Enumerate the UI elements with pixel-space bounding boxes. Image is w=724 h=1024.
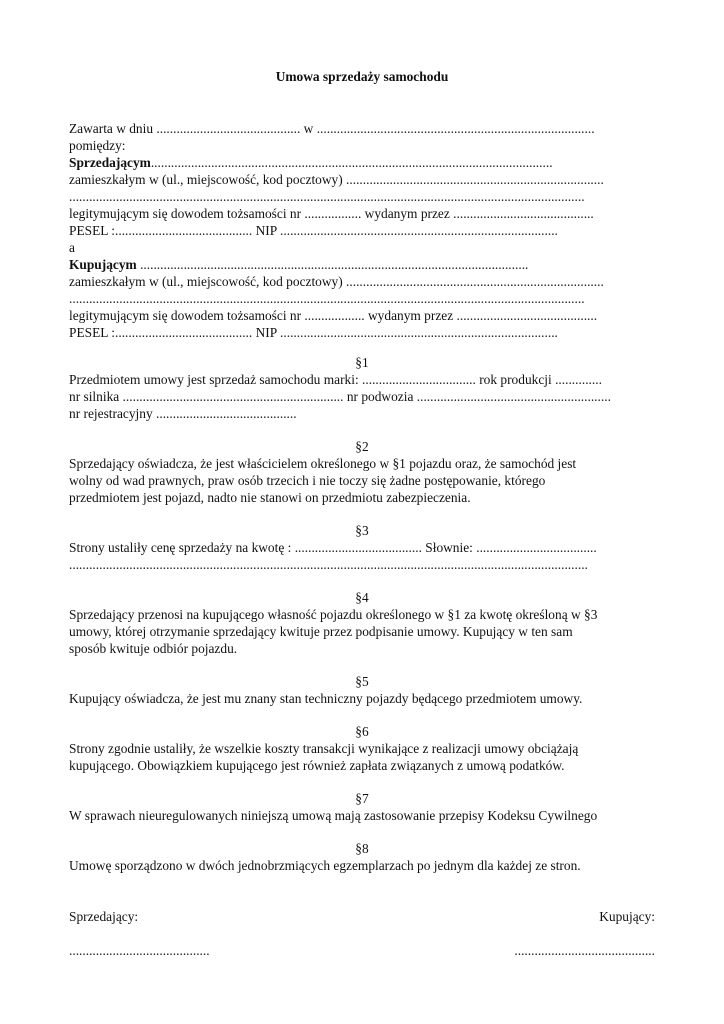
buyer-signature-label: Kupujący: [599, 909, 655, 924]
section-line: ........................................................................................................................................................... [69, 557, 588, 572]
section-line: sposób kwituje odbiór pojazdu. [69, 641, 238, 656]
buyer-name-field: .................................................................................................................... [136, 257, 529, 272]
section-line: wolny od wad prawnych, praw osób trzecich i nie toczy się żadne postępowanie, którego [69, 473, 546, 488]
section-line: Strony zgodnie ustaliły, że wszelkie koszty transakcji wynikające z realizacji umowy obciążają [69, 741, 579, 756]
section-heading: §3 [355, 523, 369, 538]
section-line: przedmiotem jest pojazd, nadto nie stanowi on przedmiotu zabezpieczenia. [69, 490, 471, 505]
buyer-label-line [69, 256, 655, 273]
seller-signature-line: .......................................... [69, 943, 210, 958]
section-2 [69, 438, 655, 506]
seller-label-line [69, 154, 655, 171]
section-7 [69, 790, 655, 824]
conjunction: a [69, 240, 75, 255]
intro-between-line: pomiędzy: [69, 138, 126, 153]
section-line: Przedmiotem umowy jest sprzedaż samochodu marki: .................................. rok produkcji .............. [69, 372, 602, 387]
section-line: Sprzedający oświadcza, że jest właścicielem określonego w §1 pojazdu oraz, że samochód jest [69, 456, 577, 471]
seller-signature-label: Sprzedający: [69, 909, 139, 924]
section-heading: §8 [355, 841, 369, 856]
document-title: Umowa sprzedaży samochodu [275, 69, 449, 84]
parties-block [69, 120, 655, 341]
buyer-address-cont-line: .......................................................................................................................................................... [69, 291, 585, 306]
seller-address-line: zamieszkałym w (ul., miejscowość, kod pocztowy) ............................................................................. [69, 172, 604, 187]
buyer-address-line: zamieszkałym w (ul., miejscowość, kod pocztowy) ............................................................................. [69, 274, 604, 289]
section-6 [69, 723, 655, 774]
section-line: nr silnika .................................................................. nr podwozia .......................................................... [69, 389, 611, 404]
seller-label: Sprzedającym [69, 155, 151, 170]
buyer-signature-line: .......................................... [514, 943, 655, 958]
section-line: W sprawach nieuregulowanych niniejszą umową mają zastosowanie przepisy Kodeksu Cywilnego [69, 808, 598, 823]
intro-date-place-line: Zawarta w dniu ........................................... w ................................................................................... [69, 121, 595, 136]
seller-pesel-line: PESEL :......................................... NIP ................................................................................... [69, 223, 558, 238]
section-heading: §6 [355, 724, 369, 739]
seller-name-field: ........................................................................................................................ [150, 155, 553, 170]
seller-id-line: legitymującym się dowodem tożsamości nr ................. wydanym przez .......................................... [69, 206, 594, 221]
seller-address-cont-line: .......................................................................................................................................................... [69, 189, 585, 204]
section-5 [69, 673, 655, 707]
section-heading: §4 [355, 590, 369, 605]
section-heading: §1 [355, 355, 369, 370]
section-line: Sprzedający przenosi na kupującego własność pojazdu określonego w §1 za kwotę określoną w §3 [69, 607, 598, 622]
buyer-label: Kupującym [69, 257, 137, 272]
section-line: Umowę sporządzono w dwóch jednobrzmiących egzemplarzach po jednym dla każdej ze stron. [69, 858, 581, 873]
section-line: nr rejestracyjny .......................................... [69, 406, 297, 421]
section-heading: §5 [355, 674, 369, 689]
buyer-id-line: legitymującym się dowodem tożsamości nr .................. wydanym przez .......................................... [69, 308, 598, 323]
buyer-pesel-line: PESEL :......................................... NIP ................................................................................... [69, 325, 558, 340]
section-3 [69, 522, 655, 573]
section-heading: §7 [355, 791, 369, 806]
section-1 [69, 354, 655, 422]
section-line: umowy, której otrzymanie sprzedający kwituje przez podpisanie umowy. Kupujący w ten sam [69, 624, 573, 639]
section-heading: §2 [355, 439, 369, 454]
section-line: Strony ustaliły cenę sprzedaży na kwotę : ...................................... Słownie: .................................... [69, 540, 597, 555]
section-4 [69, 589, 655, 657]
section-line: Kupujący oświadcza, że jest mu znany stan techniczny pojazdy będącego przedmiotem umowy. [69, 691, 583, 706]
section-8 [69, 840, 655, 874]
section-line: kupującego. Obowiązkiem kupującego jest również zapłata związanych z umową podatków. [69, 758, 565, 773]
